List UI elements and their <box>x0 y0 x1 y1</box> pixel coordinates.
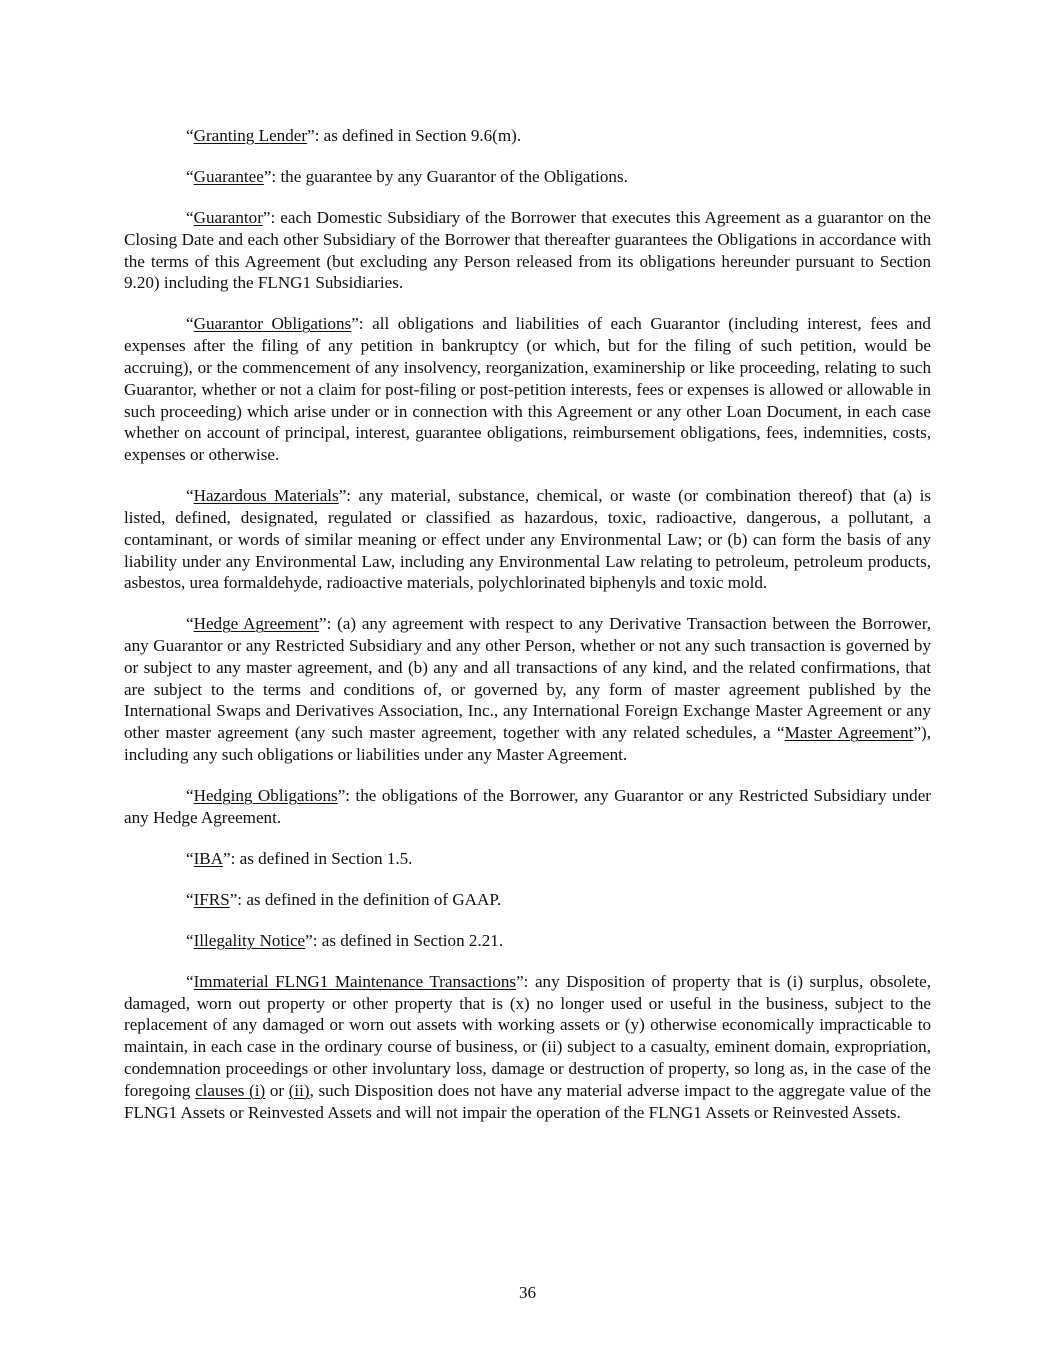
definition-text: ”: as defined in Section 9.6(m). <box>307 126 522 145</box>
definition-hedging-obligations: “Hedging Obligations”: the obligations of the Borrower, any Guarantor or any Restricted Subsidiary under any Hedge Agreement. <box>124 786 931 827</box>
definitions-list <box>124 125 931 1143</box>
defined-term: Immaterial FLNG1 Maintenance Transactions <box>193 971 517 991</box>
definition-guarantee: “Guarantee”: the guarantee by any Guarantor of the Obligations. <box>186 166 628 186</box>
defined-term: Guarantee <box>193 166 264 186</box>
definition-text: ”: any material, substance, chemical, or waste (or combination thereof) that (a) is listed, defined, designated, regulated or classified as hazardous, toxic, radioactive, dangerous, a pollutant, a contaminant, or words of similar meaning or effect under any Environmental Law; or (b) can form the basis of any liability under any Environmental Law, including any Environmental Law relating to petroleum, petroleum products, asbestos, urea formaldehyde, radioactive materials, polychlorinated biphenyls and toxic mold. <box>124 486 932 593</box>
definition-guarantor: “Guarantor”: each Domestic Subsidiary of the Borrower that executes this Agreement as a guarantor on the Closing Date and each other Subsidiary of the Borrower that thereafter guarantees the Obligations in accordance with the terms of this Agreement (but excluding any Person released from its obligations hereunder pursuant to Section 9.20) including the FLNG1 Subsidiaries. <box>124 207 931 293</box>
page-number: 36 <box>518 1283 537 1302</box>
clause-reference: clauses (i) <box>195 1080 266 1100</box>
definition-hedge-agreement: “Hedge Agreement”: (a) any agreement with respect to any Derivative Transaction between the Borrower, any Guarantor or any Restricted Subsidiary and any other Person, whether or not any such transaction is governed by or subject to any master agreement, and (b) any and all transactions of any kind, and the related confirmations, that are subject to the terms and conditions of, or governed by, any form of master agreement published by the International Swaps and Derivatives Association, Inc., any International Foreign Exchange Master Agreement or any other master agreement (any such master agreement, together with any related schedules, a “Master Agreement”), including any such obligations or liabilities under any Master Agreement. <box>124 614 931 765</box>
definition-hazardous-materials: “Hazardous Materials”: any material, substance, chemical, or waste (or combination thereof) that (a) is listed, defined, designated, regulated or classified as hazardous, toxic, radioactive, dangerous, a pollutant, a contaminant, or words of similar meaning or effect under any Environmental Law; or (b) can form the basis of any liability under any Environmental Law, including any Environmental Law relating to petroleum, petroleum products, asbestos, urea formaldehyde, radioactive materials, polychlorinated biphenyls and toxic mold. <box>124 486 932 593</box>
defined-term: Hedge Agreement <box>193 614 319 634</box>
defined-term: Granting Lender <box>193 126 308 145</box>
definition-text: ”: as defined in Section 2.21. <box>305 930 504 950</box>
defined-term: Hazardous Materials <box>193 486 339 506</box>
definition-ifrs: “IFRS”: as defined in the definition of GAAP. <box>186 889 502 909</box>
definition-text-connector: or <box>265 1080 289 1100</box>
definition-immaterial-flng1-maintenance-transactions: “Immaterial FLNG1 Maintenance Transactions”: any Disposition of property that is (i) surplus, obsolete, damaged, worn out property or other property that is (x) no longer used or useful in the business, subject to the replacement of any damaged or worn out assets with working assets or (y) otherwise economically impracticable to maintain, in each case in the ordinary course of business, or (ii) subject to a casualty, eminent domain, expropriation, condemnation proceedings or other involuntary loss, damage or destruction of property, so long as, in the case of the foregoing clauses (i) or (ii), such Disposition does not have any material adverse impact to the aggregate value of the FLNG1 Assets or Reinvested Assets and will not impair the operation of the FLNG1 Assets or Reinvested Assets. <box>124 971 931 1122</box>
definition-guarantor-obligations: “Guarantor Obligations”: all obligations and liabilities of each Guarantor (including interest, fees and expenses after the filing of any petition in bankruptcy (or which, but for the filing of such petition, would be accruing), or the commencement of any insolvency, reorganization, examinership or like proceeding, relating to such Guarantor, whether or not a claim for post-filing or post-petition interests, fees or expenses is allowed or allowable in such proceeding) which arise under or in connection with this Agreement or any other Loan Document, in each case whether on account of principal, interest, guarantee obligations, reimbursement obligations, fees, indemnities, costs, expenses or otherwise. <box>124 314 931 465</box>
inner-defined-term: Master Agreement <box>784 723 914 743</box>
definition-text: ”: as defined in Section 1.5. <box>223 848 413 868</box>
definition-text: ”: as defined in the definition of GAAP. <box>229 889 502 909</box>
definition-iba: “IBA”: as defined in Section 1.5. <box>186 848 413 868</box>
definition-granting-lender: “Granting Lender”: as defined in Section 9.6(m). <box>186 126 522 145</box>
defined-term: IFRS <box>193 889 230 909</box>
definition-text-continued: , such Disposition does not have any material adverse impact to the aggregate value of the FLNG1 Assets or Reinvested Assets and will not impair the operation of the FLNG1 Assets or Reinvested Assets. <box>124 1080 931 1122</box>
defined-term: Hedging Obligations <box>193 786 338 806</box>
definition-text: ”: the guarantee by any Guarantor of the Obligations. <box>263 166 628 186</box>
definition-text: ”: any Disposition of property that is (i) surplus, obsolete, damaged, worn out property or other property that is (x) no longer used or useful in the business, subject to the replacement of any damaged or worn out assets with working assets or (y) otherwise economically impracticable to maintain, in each case in the ordinary course of business, or (ii) subject to a casualty, eminent domain, expropriation, condemnation proceedings or other involuntary loss, damage or destruction of property, so long as, in the case of the foregoing <box>124 971 931 1100</box>
defined-term: IBA <box>193 848 224 868</box>
defined-term: Guarantor Obligations <box>193 314 352 334</box>
definition-text: ”: all obligations and liabilities of each Guarantor (including interest, fees and expenses after the filing of any petition in bankruptcy (or which, but for the filing of such petition, would be accruing), or the commencement of any insolvency, reorganization, examinership or like proceeding, relating to such Guarantor, whether or not a claim for post-filing or post-petition interests, fees or expenses is allowed or allowable in such proceeding) which arise under or in connection with this Agreement or any other Loan Document, in each case whether on account of principal, interest, guarantee obligations, reimbursement obligations, fees, indemnities, costs, expenses or otherwise. <box>124 314 931 465</box>
definition-text: ”: each Domestic Subsidiary of the Borrower that executes this Agreement as a guarantor on the Closing Date and each other Subsidiary of the Borrower that thereafter guarantees the Obligations in accordance with the terms of this Agreement (but excluding any Person released from its obligations hereunder pursuant to Section 9.20) including the FLNG1 Subsidiaries. <box>124 207 931 293</box>
definition-text-continued: ”), including any such obligations or liabilities under any Master Agreement. <box>124 723 931 765</box>
defined-term: Guarantor <box>193 207 263 227</box>
clause-reference: (ii) <box>288 1080 310 1100</box>
definition-text: ”: the obligations of the Borrower, any Guarantor or any Restricted Subsidiary under any Hedge Agreement. <box>124 786 931 827</box>
definition-text: ”: (a) any agreement with respect to any Derivative Transaction between the Borrower, any Guarantor or any Restricted Subsidiary and any other Person, whether or not any such transaction is governed by or subject to any master agreement, and (b) any and all transactions of any kind, and the related confirmations, that are subject to the terms and conditions of, or governed by, any form of master agreement published by the International Swaps and Derivatives Association, Inc., any International Foreign Exchange Master Agreement or any other master agreement (any such master agreement, together with any related schedules, a “ <box>124 614 931 743</box>
definition-illegality-notice: “Illegality Notice”: as defined in Section 2.21. <box>186 930 504 950</box>
defined-term: Illegality Notice <box>193 930 306 950</box>
